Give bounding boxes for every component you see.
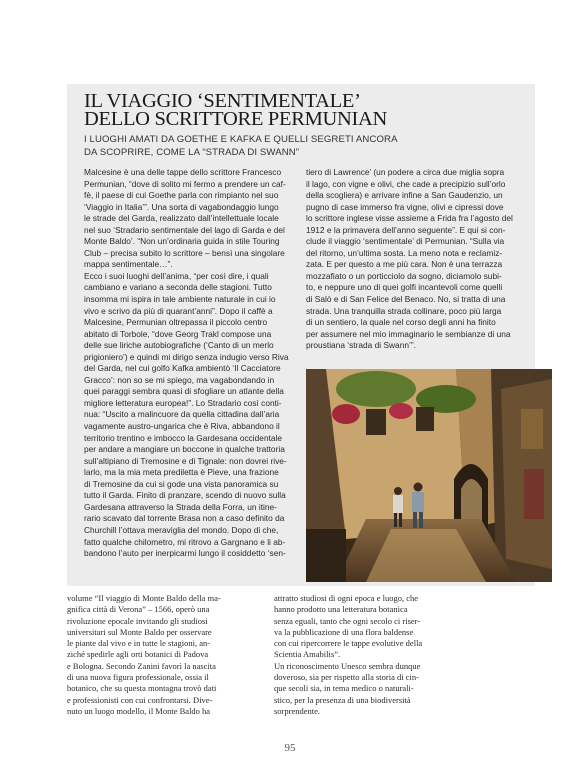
column-2-text: tiero di Lawrence’ (un podere a circa due miglia sopra il lago, con vigne e olivi, che cade a precipizio sull’orlo della scogliera) e arrivare infine a San Gaudenzio, un pugno di case immerso fra vigne, olivi e cipressi dove lo scrittore inglese visse assieme a Frida fra l’agosto del 1912 e la primavera dell’anno seguente”. E qui si con- clude il viaggio ‘sentimentale’ di Permunian. “Sulla via del ritorno, un’ultima sosta. La meno nota e reclamiz- zata. E per questo a me più cara. Non è una terrazza mozzafiato o un porticciolo da sogno, diciamolo subi- to, e neppure uno di quei golfi incantevoli come quelli di Salò e di San Felice del Benaco. No, si tratta di una strada. Una tranquilla strada collinare, poco più larga di un sentiero, la quale nel corso degli anni ha finito per assumere nel mio immaginario le sembianze di una proustiana ‘strada di Swann’”. xyxy=(306,167,513,351)
village-street-photo xyxy=(306,369,552,582)
column-1-text: Malcesine è una delle tappe dello scrittore Francesco Permunian, “dove di solito mi fermo a prendere un caf- fè, il paese di cui Goethe parla con rimpianto nel suo ‘Viaggio in Italia’”. Una sorta di vagabondaggio lungo le strade del Garda, realizzato dall’intellettuale locale nel suo ‘Stradario sentimentale del lago di Garda e del Monte Baldo’. “Non un’ordinaria guida in stile Touring Club – precisa subito lo scrittore – bensì una singolare mappa sentimentale…”. Ecco i suoi luoghi dell’anima, “per così dire, i quali cambiano e variano a seconda delle stagioni. Tutto insomma mi ispira in tale ambiente naturale in cui io vivo e scrivo da più di quarant’anni”. Dopo il caffè a Malcesine, Permunian oltrepassa il piccolo centro abitato di Torbole, “dove Georg Trakl compose una delle sue liriche autobiografiche (‘Canto di un merlo prigioniero’) e quindi mi dirigo senza indugio verso Riva del Garda, nel cui golfo Kafka ambientò ‘Il Cacciatore Gracco’: non so se mi spiego, ma vagabondando in quei paraggi sembra quasi di sfogliare un atlante della migliore letteratura europea!”. Lo Stradario così conti- nua: “Uscito a malincuore da quella cittadina dall’aria vagamente austro-ungarica che è Riva, abbandono il territorio trentino e imbocco la Gardesana occidentale per andare a mangiare un boccone in qualche trattoria sull’altipiano di Tremosine e di Tignale: non dovrei rive- larlo, ma la mia meta prediletta è Pieve, una frazione di Tremosine da cui si gode una vista panoramica su tutto il Garda. Finito di pranzare, scendo di nuovo sulla Gardesana attraverso la Strada della Forra, un itine- rario scavato dal torrente Brasa non a caso definito da Churchill l’ottava meraviglia del mondo. Dopo di che, fatto qualche chilometro, mi ritrovo a Gargnano e li ab- bandono l’auto per inerpicarmi lungo il cosiddetto ‘sen- xyxy=(84,167,289,559)
page-number: 95 xyxy=(284,742,296,754)
bottom-column-2-text: attratto studiosi di ogni epoca e luogo, che hanno prodotto una letteratura botanica senza eguali, tanto che ogni secolo ci riser- va la pubblicazione di una flora baldense con cui ripercorrere le tappe evolutive della Scientia Amabilis”. Un riconoscimento Unesco sembra dunque doveroso, sia per rispetto alla storia di cin- que secoli sia, in tema medico o naturali- stico, per la presenza di una biodiversità sorprendente. xyxy=(274,593,423,716)
bottom-column-2 xyxy=(274,593,474,717)
bottom-column-1 xyxy=(67,593,267,717)
article-subtitle: I LUOGHI AMATI DA GOETHE E KAFKA E QUELLI SEGRETI ANCORA DA SCOPRIRE, COME LA “STRADA DI SWANN” xyxy=(84,134,398,158)
article-column-1 xyxy=(84,167,294,560)
bottom-column-1-text: volume “Il viaggio di Monte Baldo della ma- gnifica città di Verona” – 1566, operò una rivoluzione epocale invitando gli studiosi universitari sul Monte Baldo per osservare le piante dal vivo e in tutte le stagioni, an- ziché spedirle agli orti botanici di Padova e Bologna. Secondo Zanini favorì la nascita di una nuova figura professionale, ossia il botanico, che su questa montagna trovò dati e professionisti con cui confrontarsi. Dive- nuto un luogo modello, il Monte Baldo ha xyxy=(67,593,221,716)
village-street-illustration xyxy=(306,369,552,582)
article-column-2 xyxy=(306,167,519,352)
article-title: IL VIAGGIO ‘SENTIMENTALE’ DELLO SCRITTORE PERMUNIAN xyxy=(84,90,388,130)
